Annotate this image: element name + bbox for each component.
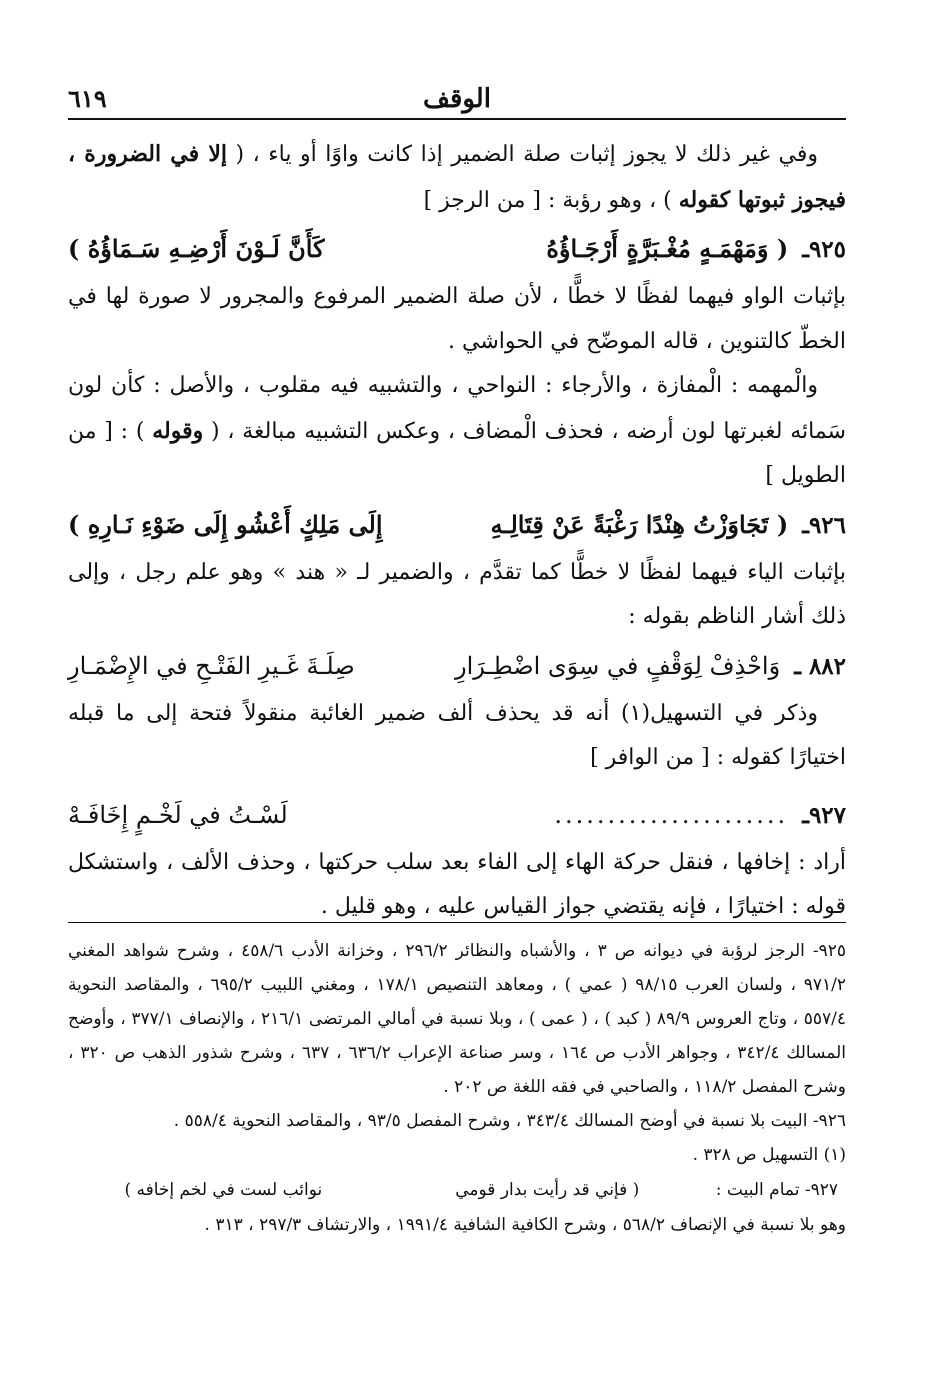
verse-927-second-hemistich: لَسْـتُ في لَخْـمٍ إِخَافَـهْ xyxy=(68,800,288,829)
footnote-927-label: ٩٢٧- تمام البيت : xyxy=(715,1180,838,1200)
paragraph-5: وذكر في التسهيل(١) أنه قد يحذف ألف ضمير الغائبة منقولاً فتحة إلى ما قبله اختيارًا كقوله : [ من الوافر ] xyxy=(68,700,846,770)
paragraph-1-bold: إلا في الضرورة ، فيجوز ثبوتها كقوله xyxy=(68,141,846,213)
chapter-title: الوقف xyxy=(423,84,491,114)
paragraph-3 xyxy=(68,364,846,499)
verse-927-number: ٩٢٧ـ xyxy=(802,801,846,829)
verse-882 xyxy=(68,640,846,692)
verse-926 xyxy=(68,499,846,551)
verse-926-second-hemistich: إِلَى مَلِكٍ أَعْشُو إِلَى ضَوْءِ نَـارِهِ ) xyxy=(67,509,383,539)
footnote-927-verse xyxy=(68,1172,846,1208)
paragraph-6: أراد : إخافها ، فنقل حركة الهاء إلى الفاء بعد سلب حركتها ، وحذف الألف ، واستشكل قوله : اختيارًا ، فإنه يقتضي جواز القياس عليه ، وهو قليل . xyxy=(68,849,846,919)
footnote-927-second-hemistich: نوائب لست في لخم إخافه ) xyxy=(124,1180,323,1200)
verse-927-first-hemistich: ...................... xyxy=(554,800,789,829)
verse-882-number: ٨٨٢ ـ xyxy=(794,652,846,680)
footnote-925: ٩٢٥- الرجز لرؤبة في ديوانه ص ٣ ، والأشباه والنظائر ٢٩٦/٢ ، وخزانة الأدب ٤٥٨/٦ ، وشرح شواهد المغني ٩٧١/٢ ، ولسان العرب ٩٨/١٥ ( عمي ) ، ومعاهد التنصيص ١٧٨/١ ، ومغني اللبيب ٦٩٥/٢ ، والمقاصد النحوية ٥٥٧/٤ ، وتاج العروس ٨٩/٩ ( كبد ) ، ( عمى ) ، وبلا نسبة في أمالي المرتضى ٢١٦/١ ، والإنصاف ٣٧٧/١ ، وأوضح المسالك ٣٤٢/٤ ، وجواهر الأدب ص ١٦٤ ، وسر صناعة الإعراب ٦٣٦/٢ ، ٦٣٧ ، وشرح شذور الذهب ص ٣٢٠ ، وشرح المفصل ١١٨/٢ ، والصاحبي في فقه اللغة ص ٢٠٢ . xyxy=(68,941,847,1097)
verse-925-second-hemistich: كَأَنَّ لَـوْنَ أَرْضِـهِ سَـمَاؤُهُ ) xyxy=(68,234,325,263)
paragraph-1 xyxy=(68,132,846,223)
paragraph-3-end: ) : [ من الطويل ] xyxy=(68,418,846,488)
footnote-926: ٩٢٦- البيت بلا نسبة في أوضح المسالك ٣٤٣/٤ ، وشرح المفصل ٩٣/٥ ، والمقاصد النحوية ٥٥٨/٤ . xyxy=(173,1111,846,1131)
paragraph-2: بإثبات الواو فيهما لفظًا لا خطًّا ، لأن صلة الضمير المرفوع والمجرور لا صورة لها في الخطّ كالتنوين ، قاله الموضّح في الحواشي . xyxy=(68,284,846,354)
footnotes xyxy=(68,934,846,1242)
verse-926-number: ٩٢٦ـ xyxy=(802,511,846,539)
book-page xyxy=(68,0,846,1381)
verse-925 xyxy=(68,223,846,275)
page-number: ٦١٩ xyxy=(68,84,107,113)
verse-926-first-hemistich: ( تَجَاوَزْتُ هِنْدًا رَغْبَةً عَنْ قِتَالِـهِ xyxy=(490,509,789,539)
page-header xyxy=(68,78,846,120)
paragraph-3-bold: وقوله xyxy=(152,417,204,444)
footnote-separator xyxy=(68,922,846,923)
verse-882-second-hemistich: صِلَـةَ غَـيرِ الفَتْـحِ في الإِضْمَـارِ xyxy=(68,651,355,680)
verse-882-first-hemistich: وَاحْذِفْ لِوَقْفٍ في سِوَى اضْطِـرَارِ xyxy=(455,651,781,680)
footnote-927-sources: وهو بلا نسبة في الإنصاف ٥٦٨/٢ ، وشرح الكافية الشافية ١٩٩١/٤ ، والارتشاف ٢٩٧/٣ ، ٣١٣ . xyxy=(204,1215,846,1235)
verse-927 xyxy=(68,789,846,841)
footnote-1: (١) التسهيل ص ٣٢٨ . xyxy=(692,1145,846,1165)
paragraph-1-end: ) ، وهو رؤبة : [ من الرجز ] xyxy=(423,187,672,213)
main-text xyxy=(68,132,846,930)
paragraph-3-start: والْمهمه : الْمفازة ، والأرجاء : النواحي ، والتشبيه فيه مقلوب ، والأصل : كأن لون سَمائه لغبرتها لون أرضه ، فحذف الْمضاف ، وعكس التشبيه مبالغة ، ( xyxy=(68,373,846,444)
footnote-927-first-hemistich: ( فإني قد رأيت بدار قومي xyxy=(455,1180,640,1200)
verse-925-first-hemistich: ( وَمَهْمَـهٍ مُغْـبَرَّةٍ أَرْجَـاؤُهُ xyxy=(546,234,789,263)
verse-925-number: ٩٢٥ـ xyxy=(802,236,846,263)
paragraph-4: بإثبات الياء فيهما لفظًا لا خطًّا كما تقدَّم ، والضمير لـ « هند » وهو علم رجل ، وإلى ذلك أشار الناظم بقوله : xyxy=(68,559,846,629)
paragraph-1-start: وفي غير ذلك لا يجوز إثبات صلة الضمير إذا كانت واوًا أو ياء ، ( xyxy=(235,142,818,167)
